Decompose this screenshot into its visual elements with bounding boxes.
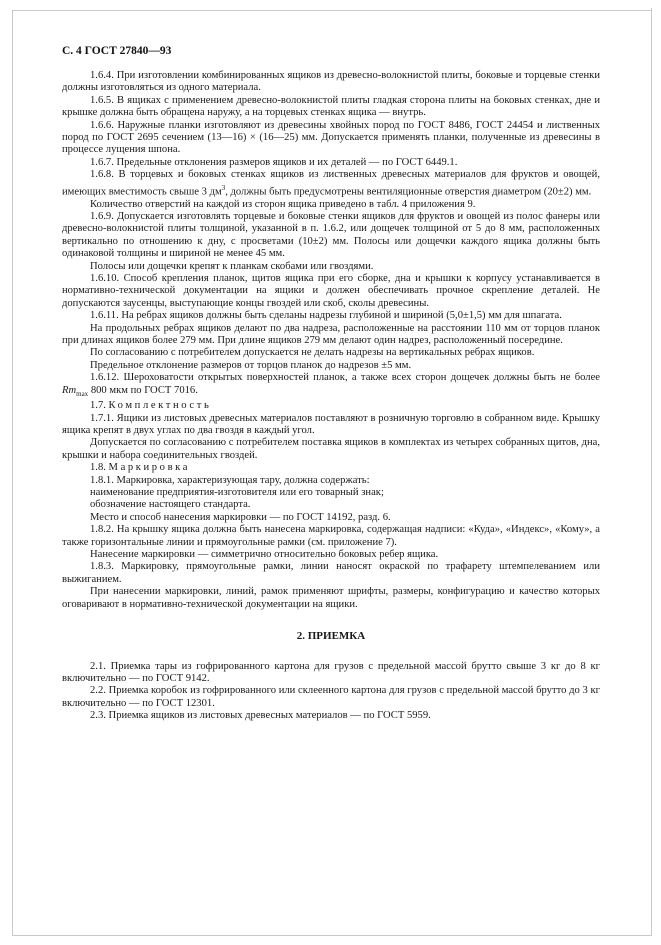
page-header: С. 4 ГОСТ 27840—93 [62, 45, 172, 57]
paragraph: 1.8.3. Маркировку, прямоугольные рамки, линии наносят окраской по трафарету штемпелеванием или выжиганием. [62, 561, 600, 585]
paragraph: 1.6.5. В ящиках с применением древесно-волокнистой плиты гладкая сторона плиты на боковых стенках, дне и крышке должна быть обращена наружу, а на торцевых стенках ящика — внутрь. [62, 94, 600, 119]
paragraph: 1.7.1. Ящики из листовых древесных материалов поставляют в розничную торговлю в собранном виде. Крышку ящика крепят в двух углах по два гвоздя в каждый угол. [62, 412, 600, 437]
paragraph: 2.3. Приемка ящиков из листовых древесных материалов — по ГОСТ 5959. [90, 710, 431, 722]
scan-frame-bottom [12, 935, 651, 936]
paragraph: 1.6.6. Наружные планки изготовляют из древесины хвойных пород по ГОСТ 8486, ГОСТ 24454 и лиственных пород по ГОСТ 2695 сечением (13—16) × (16—25) мм. Допускается применять планки, полученные из древесины в процессе лущения шпона. [62, 119, 600, 156]
scan-frame-top [12, 10, 651, 11]
paragraph: наименование предприятия-изготовителя или его товарный знак; [90, 487, 384, 499]
subsection-heading-1-7 [62, 400, 600, 412]
document-body [62, 70, 600, 723]
paragraph: Место и способ нанесения маркировки — по ГОСТ 14192, разд. 6. [90, 511, 391, 523]
roughness-symbol: Rm [62, 384, 77, 396]
section-heading-2: 2. ПРИЕМКА [296, 630, 366, 643]
paragraph: 1.8.1. Маркировка, характеризующая тару, должна содержать: [90, 474, 370, 486]
scan-frame-left [12, 10, 13, 935]
paragraph-1-6-12 [62, 372, 600, 400]
subsection-number: 1.8. [90, 462, 109, 474]
paragraph: На продольных ребрах ящиков делают по два надреза, расположенные на расстоянии 110 мм от торцов планок при длинах ящиков более 279 мм. При длине ящиков 279 мм делают один надрез, расположенный посередине. [62, 322, 600, 347]
paragraph: 1.6.10. Способ крепления планок, щитов ящика при его сборке, дна и крышки к корпусу устанавливается в нормативно-технической документации на ящики и должен обеспечивать прочное скрепление деталей. Не допускаются заусенцы, выступающие концы гвоздей или скоб, сколы древесины. [62, 273, 600, 309]
paragraph: 2.2. Приемка коробок из гофрированного или склеенного картона для грузов с предельной массой брутто до 3 кг включительно — по ГОСТ 12301. [62, 685, 600, 709]
paragraph: По согласованию с потребителем допускается не делать надрезы на вертикальных ребрах ящиков. [90, 347, 535, 359]
paragraph: 2.1. Приемка тары из гофрированного картона для грузов с предельной массой брутто свыше 3 кг до 8 кг включительно — по ГОСТ 9142. [62, 660, 600, 684]
paragraph: 1.6.11. На ребрах ящиков должны быть сделаны надрезы глубиной и шириной (5,0±1,5) мм для шпагата. [90, 310, 562, 322]
paragraph: Количество отверстий на каждой из сторон ящика приведено в табл. 4 приложения 9. [90, 198, 476, 210]
paragraph: обозначение настоящего стандарта. [90, 499, 251, 511]
paragraph: Полосы или дощечки крепят к планкам скобами или гвоздями. [90, 260, 374, 272]
paragraph: Допускается по согласованию с потребителем поставка ящиков в комплектах из четырех собранных щитов, дна, крышки и набора соединительных гвоздей. [62, 437, 600, 461]
paragraph-group-1-7 [62, 413, 600, 463]
paragraph-1-6-8 [62, 169, 600, 198]
scan-frame-right [651, 8, 652, 936]
paragraph-group-1-6 [62, 70, 600, 169]
paragraph: Нанесение маркировки — симметрично относительно боковых ребер ящика. [90, 549, 439, 561]
paragraph-group-2 [62, 661, 600, 723]
paragraph-text: 1.6.12. Шероховатости открытых поверхностей планок, а также всех сторон дощечек должны быть не более [90, 372, 600, 384]
paragraph: 1.8.2. На крышку ящика должна быть нанесена маркировка, содержащая надписи: «Куда», «Индекс», «Кому», а также горизонтальные линии и прямоугольные рамки (см. приложение 7). [62, 524, 600, 548]
paragraph: 1.6.4. При изготовлении комбинированных ящиков из древесно-волокнистой плиты, боковые и торцевые стенки должны изготовляться из одного материала. [62, 70, 600, 94]
paragraph-text: 800 мкм по ГОСТ 7016. [88, 384, 198, 396]
paragraph: При нанесении маркировки, линий, рамок применяют шрифты, размеры, конфигурацию и качество которых оговаривают в нормативно-технической документации на ящики. [62, 586, 600, 610]
paragraph-group-1-6-cont [62, 199, 600, 373]
paragraph-group-1-8 [62, 475, 600, 611]
subsection-number: 1.7. [90, 400, 109, 412]
subsection-heading-1-8 [62, 462, 600, 474]
paragraph-text: , должны быть предусмотрены вентиляционные отверстия диаметром (20±2) мм. [225, 186, 592, 198]
subsection-title: Маркировка [108, 462, 191, 474]
paragraph: Предельное отклонение размеров от торцов планок до надрезов ±5 мм. [90, 359, 412, 371]
superscript: 3 [221, 183, 226, 192]
subsection-title: Комплектность [108, 400, 212, 412]
paragraph: 1.6.9. Допускается изготовлять торцевые и боковые стенки ящиков для фруктов и овощей из полос фанеры или древесно-волокнистой плиты толщиной, указанной в п. 1.6.2, или дощечек толщиной от 5 до 8 мм, расположенных вертикально по отношению к дну, с просветами (10±2) мм. Полосы или дощечки каждого ящика должны быть одинаковой толщины и шириной не менее 45 мм. [62, 211, 600, 260]
paragraph-text: 1.6.8. В торцевых и боковых стенках ящиков из лиственных древесных материалов для фруктов и овощей, имеющих вместимость свыше 3 дм [62, 169, 600, 198]
paragraph: 1.6.7. Предельные отклонения размеров ящиков и их деталей — по ГОСТ 6449.1. [90, 156, 458, 168]
subscript: max [76, 389, 89, 398]
